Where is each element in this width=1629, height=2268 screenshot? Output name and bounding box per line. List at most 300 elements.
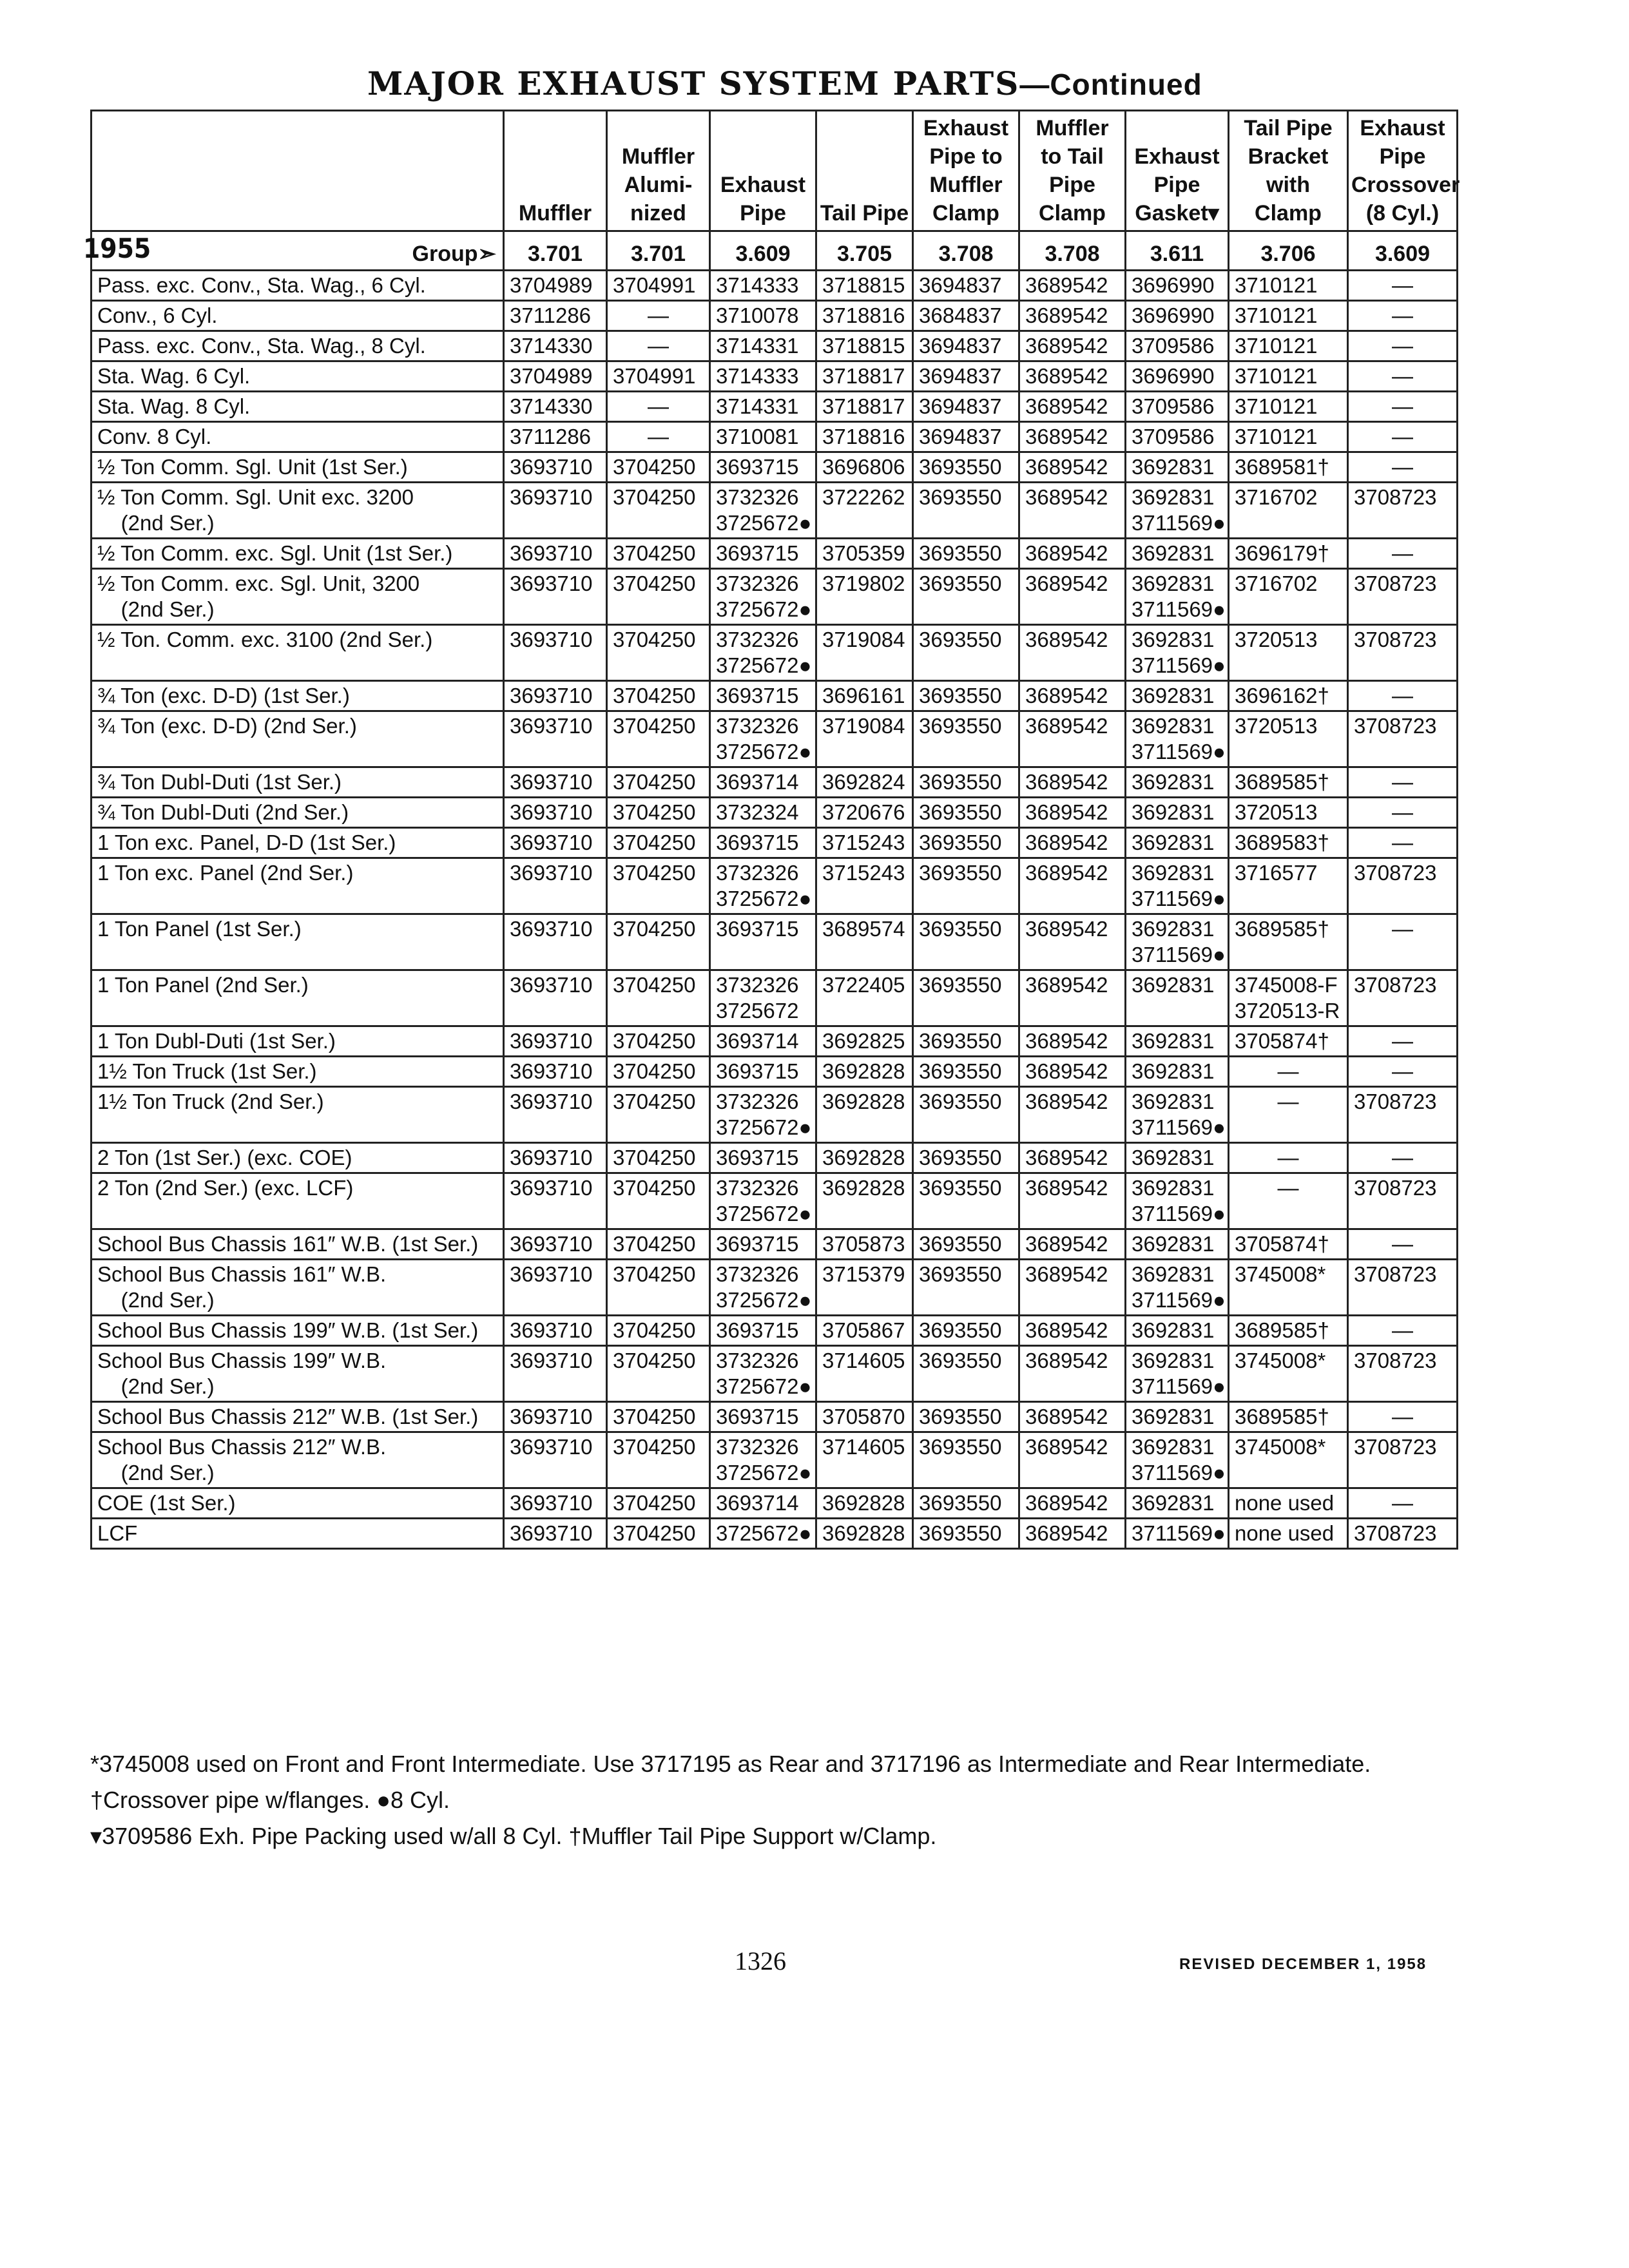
- part-number-cell: 3692828: [816, 1143, 913, 1173]
- table-row: [92, 828, 1458, 858]
- footnote: *3745008 used on Front and Front Intermediate. Use 3717195 as Rear and 3717196 as Intermediate and Rear Intermediate.: [90, 1751, 1371, 1777]
- part-number-cell: 3693550: [913, 858, 1019, 914]
- part-number-cell: 3696806: [816, 452, 913, 483]
- group-number: 3.609: [710, 231, 816, 271]
- table-row: [92, 1432, 1458, 1488]
- part-number-cell: 3692831 3711569●: [1126, 483, 1229, 539]
- row-description: COE (1st Ser.): [92, 1488, 504, 1519]
- row-description: Pass. exc. Conv., Sta. Wag., 8 Cyl.: [92, 331, 504, 361]
- part-number-cell: 3689542: [1019, 1488, 1126, 1519]
- part-number-cell: 3692828: [816, 1173, 913, 1229]
- part-number-cell: 3693710: [504, 1026, 607, 1057]
- part-number-cell: 3689542: [1019, 681, 1126, 711]
- part-number-cell: 3689542: [1019, 569, 1126, 625]
- row-description: Pass. exc. Conv., Sta. Wag., 6 Cyl.: [92, 271, 504, 301]
- part-number-cell: none used: [1229, 1488, 1348, 1519]
- part-number-cell: 3693550: [913, 625, 1019, 681]
- group-number: 3.708: [1019, 231, 1126, 271]
- row-description: School Bus Chassis 199″ W.B. (1st Ser.): [92, 1316, 504, 1346]
- row-description: 1 Ton exc. Panel, D-D (1st Ser.): [92, 828, 504, 858]
- part-number-cell: 3708723: [1348, 711, 1458, 767]
- column-header: Exhaust Pipe Gasket▾: [1126, 111, 1229, 231]
- table-row: [92, 1229, 1458, 1260]
- part-number-cell: 3696990: [1126, 361, 1229, 392]
- part-number-cell: 3704250: [607, 1346, 710, 1402]
- part-number-cell: 3732326 3725672●: [710, 858, 816, 914]
- part-number-cell: —: [1348, 914, 1458, 970]
- part-number-cell: 3710121: [1229, 392, 1348, 422]
- part-number-cell: 3708723: [1348, 625, 1458, 681]
- part-number-cell: 3684837: [913, 301, 1019, 331]
- part-number-cell: 3693710: [504, 798, 607, 828]
- part-number-cell: 3692831 3711569●: [1126, 1173, 1229, 1229]
- part-number-cell: 3693710: [504, 1229, 607, 1260]
- row-description: 1½ Ton Truck (1st Ser.): [92, 1057, 504, 1087]
- row-description: Sta. Wag. 8 Cyl.: [92, 392, 504, 422]
- year-group-cell: [83, 231, 504, 271]
- part-number-cell: 3732326 3725672●: [710, 569, 816, 625]
- footnotes: [90, 1746, 1371, 1854]
- part-number-cell: 3732326 3725672●: [710, 1260, 816, 1316]
- part-number-cell: 3704250: [607, 828, 710, 858]
- part-number-cell: 3693710: [504, 1432, 607, 1488]
- part-number-cell: 3693715: [710, 828, 816, 858]
- part-number-cell: 3704250: [607, 1057, 710, 1087]
- part-number-cell: 3693710: [504, 1519, 607, 1549]
- part-number-cell: 3693714: [710, 1026, 816, 1057]
- part-number-cell: 3704250: [607, 1087, 710, 1143]
- part-number-cell: 3694837: [913, 271, 1019, 301]
- column-header: Exhaust Pipe to Muffler Clamp: [913, 111, 1019, 231]
- part-number-cell: 3692831: [1126, 452, 1229, 483]
- part-number-cell: 3692831: [1126, 1026, 1229, 1057]
- part-number-cell: 3693550: [913, 1488, 1019, 1519]
- row-description: School Bus Chassis 161″ W.B. (2nd Ser.): [92, 1260, 504, 1316]
- part-number-cell: 3716702: [1229, 483, 1348, 539]
- part-number-cell: 3692831 3711569●: [1126, 625, 1229, 681]
- part-number-cell: 3705359: [816, 539, 913, 569]
- part-number-cell: 3704250: [607, 483, 710, 539]
- part-number-cell: 3704250: [607, 569, 710, 625]
- row-description: ¾ Ton (exc. D-D) (2nd Ser.): [92, 711, 504, 767]
- row-description: ½ Ton Comm. Sgl. Unit (1st Ser.): [92, 452, 504, 483]
- part-number-cell: 3693550: [913, 1432, 1019, 1488]
- part-number-cell: 3689542: [1019, 1173, 1126, 1229]
- part-number-cell: 3689542: [1019, 1057, 1126, 1087]
- part-number-cell: 3689574: [816, 914, 913, 970]
- row-description: School Bus Chassis 212″ W.B. (1st Ser.): [92, 1402, 504, 1432]
- table-row: [92, 625, 1458, 681]
- part-number-cell: 3708723: [1348, 1173, 1458, 1229]
- part-number-cell: 3710078: [710, 301, 816, 331]
- part-number-cell: 3692831 3711569●: [1126, 1087, 1229, 1143]
- part-number-cell: —: [1348, 539, 1458, 569]
- part-number-cell: 3719802: [816, 569, 913, 625]
- part-number-cell: 3692831: [1126, 681, 1229, 711]
- part-number-cell: 3693710: [504, 1087, 607, 1143]
- part-number-cell: —: [1348, 681, 1458, 711]
- part-number-cell: 3708723: [1348, 970, 1458, 1026]
- part-number-cell: 3704250: [607, 1026, 710, 1057]
- part-number-cell: —: [1348, 828, 1458, 858]
- part-number-cell: 3693710: [504, 858, 607, 914]
- part-number-cell: 3689581†: [1229, 452, 1348, 483]
- part-number-cell: —: [1229, 1057, 1348, 1087]
- part-number-cell: 3693710: [504, 1260, 607, 1316]
- part-number-cell: 3693715: [710, 914, 816, 970]
- part-number-cell: 3693715: [710, 681, 816, 711]
- part-number-cell: 3714331: [710, 331, 816, 361]
- row-description: School Bus Chassis 212″ W.B. (2nd Ser.): [92, 1432, 504, 1488]
- part-number-cell: 3715379: [816, 1260, 913, 1316]
- part-number-cell: 3725672●: [710, 1519, 816, 1549]
- part-number-cell: 3689542: [1019, 1087, 1126, 1143]
- part-number-cell: 3692831: [1126, 828, 1229, 858]
- table-row: [92, 1402, 1458, 1432]
- part-number-cell: 3745008*: [1229, 1260, 1348, 1316]
- row-description: LCF: [92, 1519, 504, 1549]
- row-description: ¾ Ton Dubl-Duti (1st Ser.): [92, 767, 504, 798]
- title-text: MAJOR EXHAUST SYSTEM PARTS: [367, 64, 1020, 102]
- table-row: [92, 271, 1458, 301]
- part-number-cell: 3693714: [710, 767, 816, 798]
- part-number-cell: 3689542: [1019, 1402, 1126, 1432]
- part-number-cell: 3689542: [1019, 1260, 1126, 1316]
- part-number-cell: 3693550: [913, 1173, 1019, 1229]
- part-number-cell: 3722262: [816, 483, 913, 539]
- part-number-cell: 3704989: [504, 271, 607, 301]
- part-number-cell: 3689542: [1019, 422, 1126, 452]
- part-number-cell: 3710121: [1229, 361, 1348, 392]
- row-description: School Bus Chassis 161″ W.B. (1st Ser.): [92, 1229, 504, 1260]
- part-number-cell: 3693710: [504, 1402, 607, 1432]
- part-number-cell: 3689542: [1019, 1026, 1126, 1057]
- row-description: ¾ Ton (exc. D-D) (1st Ser.): [92, 681, 504, 711]
- part-number-cell: 3720513: [1229, 798, 1348, 828]
- part-number-cell: 3704250: [607, 1402, 710, 1432]
- part-number-cell: 3692828: [816, 1488, 913, 1519]
- part-number-cell: 3711569●: [1126, 1519, 1229, 1549]
- table-row: [92, 767, 1458, 798]
- table-row: [92, 1260, 1458, 1316]
- part-number-cell: 3693550: [913, 798, 1019, 828]
- part-number-cell: 3693710: [504, 625, 607, 681]
- part-number-cell: 3710121: [1229, 301, 1348, 331]
- column-header: Muffler: [504, 111, 607, 231]
- part-number-cell: 3689542: [1019, 483, 1126, 539]
- part-number-cell: 3693550: [913, 1260, 1019, 1316]
- part-number-cell: 3692831: [1126, 539, 1229, 569]
- part-number-cell: 3693710: [504, 828, 607, 858]
- row-description: 2 Ton (2nd Ser.) (exc. LCF): [92, 1173, 504, 1229]
- footnote: †Crossover pipe w/flanges. ●8 Cyl.: [90, 1787, 450, 1813]
- part-number-cell: 3732326 3725672●: [710, 1087, 816, 1143]
- table-row: [92, 331, 1458, 361]
- part-number-cell: 3710121: [1229, 422, 1348, 452]
- part-number-cell: —: [1348, 452, 1458, 483]
- part-number-cell: 3704250: [607, 1488, 710, 1519]
- part-number-cell: 3696179†: [1229, 539, 1348, 569]
- footnote: ▾3709586 Exh. Pipe Packing used w/all 8 Cyl. †Muffler Tail Pipe Support w/Clamp.: [90, 1823, 937, 1849]
- part-number-cell: 3710121: [1229, 271, 1348, 301]
- part-number-cell: 3708723: [1348, 483, 1458, 539]
- table-row: [92, 452, 1458, 483]
- part-number-cell: 3714333: [710, 271, 816, 301]
- part-number-cell: 3689542: [1019, 392, 1126, 422]
- part-number-cell: —: [1348, 1402, 1458, 1432]
- part-number-cell: 3696990: [1126, 301, 1229, 331]
- part-number-cell: 3693550: [913, 1519, 1019, 1549]
- part-number-cell: 3693550: [913, 1402, 1019, 1432]
- part-number-cell: 3692831 3711569●: [1126, 569, 1229, 625]
- part-number-cell: 3696161: [816, 681, 913, 711]
- part-number-cell: 3692831 3711569●: [1126, 711, 1229, 767]
- part-number-cell: 3704250: [607, 970, 710, 1026]
- part-number-cell: 3711286: [504, 301, 607, 331]
- part-number-cell: 3693550: [913, 1143, 1019, 1173]
- group-label: Group➣: [412, 242, 496, 266]
- part-number-cell: 3732326 3725672●: [710, 1432, 816, 1488]
- part-number-cell: 3704250: [607, 539, 710, 569]
- part-number-cell: none used: [1229, 1519, 1348, 1549]
- part-number-cell: 3709586: [1126, 331, 1229, 361]
- header-row: [92, 111, 1458, 231]
- part-number-cell: 3704991: [607, 271, 710, 301]
- title-suffix: —Continued: [1019, 68, 1202, 101]
- part-number-cell: 3732326 3725672●: [710, 1346, 816, 1402]
- part-number-cell: 3704250: [607, 1143, 710, 1173]
- table-row: [92, 970, 1458, 1026]
- part-number-cell: 3689585†: [1229, 1402, 1348, 1432]
- part-number-cell: 3704250: [607, 858, 710, 914]
- part-number-cell: 3689542: [1019, 970, 1126, 1026]
- part-number-cell: 3693715: [710, 1057, 816, 1087]
- part-number-cell: 3689585†: [1229, 1316, 1348, 1346]
- part-number-cell: 3689542: [1019, 1229, 1126, 1260]
- table-row: [92, 798, 1458, 828]
- page-number: 1326: [735, 1946, 786, 1975]
- row-description: ½ Ton Comm. exc. Sgl. Unit (1st Ser.): [92, 539, 504, 569]
- part-number-cell: 3714333: [710, 361, 816, 392]
- part-number-cell: 3689542: [1019, 301, 1126, 331]
- row-description: 1 Ton exc. Panel (2nd Ser.): [92, 858, 504, 914]
- part-number-cell: 3732324: [710, 798, 816, 828]
- part-number-cell: 3704989: [504, 361, 607, 392]
- part-number-cell: 3704250: [607, 798, 710, 828]
- row-description: 1 Ton Panel (1st Ser.): [92, 914, 504, 970]
- part-number-cell: —: [1348, 1057, 1458, 1087]
- part-number-cell: 3732326 3725672: [710, 970, 816, 1026]
- group-number: 3.701: [504, 231, 607, 271]
- part-number-cell: 3745008*: [1229, 1346, 1348, 1402]
- part-number-cell: 3693710: [504, 914, 607, 970]
- part-number-cell: 3693715: [710, 1402, 816, 1432]
- table-row: [92, 1316, 1458, 1346]
- group-number: 3.708: [913, 231, 1019, 271]
- part-number-cell: —: [1229, 1143, 1348, 1173]
- row-description: 1 Ton Dubl-Duti (1st Ser.): [92, 1026, 504, 1057]
- part-number-cell: 3694837: [913, 422, 1019, 452]
- part-number-cell: 3693715: [710, 1316, 816, 1346]
- parts-table: [83, 110, 1460, 1550]
- part-number-cell: 3696162†: [1229, 681, 1348, 711]
- part-number-cell: 3689542: [1019, 914, 1126, 970]
- part-number-cell: 3689542: [1019, 625, 1126, 681]
- part-number-cell: —: [1348, 798, 1458, 828]
- part-number-cell: 3714331: [710, 392, 816, 422]
- part-number-cell: —: [607, 301, 710, 331]
- part-number-cell: 3689542: [1019, 767, 1126, 798]
- part-number-cell: —: [1348, 392, 1458, 422]
- part-number-cell: 3708723: [1348, 1432, 1458, 1488]
- table-row: [92, 569, 1458, 625]
- table-row: [92, 1143, 1458, 1173]
- part-number-cell: 3693710: [504, 1143, 607, 1173]
- part-number-cell: 3704991: [607, 361, 710, 392]
- part-number-cell: 3693715: [710, 1143, 816, 1173]
- part-number-cell: 3693710: [504, 1057, 607, 1087]
- table-row: [92, 914, 1458, 970]
- column-header: Exhaust Pipe Crossover (8 Cyl.): [1348, 111, 1458, 231]
- part-number-cell: 3704250: [607, 452, 710, 483]
- part-number-cell: —: [1348, 767, 1458, 798]
- revised-date: REVISED DECEMBER 1, 1958: [1179, 1956, 1427, 1973]
- part-number-cell: 3693550: [913, 1026, 1019, 1057]
- part-number-cell: 3732326 3725672●: [710, 625, 816, 681]
- part-number-cell: —: [1229, 1087, 1348, 1143]
- part-number-cell: 3720513: [1229, 625, 1348, 681]
- part-number-cell: 3709586: [1126, 392, 1229, 422]
- part-number-cell: 3722405: [816, 970, 913, 1026]
- part-number-cell: 3704250: [607, 914, 710, 970]
- row-description: 1 Ton Panel (2nd Ser.): [92, 970, 504, 1026]
- part-number-cell: 3704250: [607, 1519, 710, 1549]
- row-description: School Bus Chassis 199″ W.B. (2nd Ser.): [92, 1346, 504, 1402]
- part-number-cell: 3732326 3725672●: [710, 711, 816, 767]
- part-number-cell: 3693710: [504, 1316, 607, 1346]
- table-row: [92, 858, 1458, 914]
- part-number-cell: 3692831: [1126, 1229, 1229, 1260]
- part-number-cell: 3689583†: [1229, 828, 1348, 858]
- part-number-cell: 3718816: [816, 301, 913, 331]
- part-number-cell: 3704250: [607, 1432, 710, 1488]
- row-description: 2 Ton (1st Ser.) (exc. COE): [92, 1143, 504, 1173]
- part-number-cell: 3718817: [816, 361, 913, 392]
- table-row: [92, 422, 1458, 452]
- part-number-cell: 3704250: [607, 1229, 710, 1260]
- part-number-cell: 3708723: [1348, 1519, 1458, 1549]
- table-row: [92, 1087, 1458, 1143]
- part-number-cell: —: [1348, 331, 1458, 361]
- part-number-cell: 3693710: [504, 483, 607, 539]
- part-number-cell: 3693550: [913, 1057, 1019, 1087]
- table-row: [92, 711, 1458, 767]
- part-number-cell: 3693710: [504, 539, 607, 569]
- part-number-cell: 3693550: [913, 1087, 1019, 1143]
- part-number-cell: 3692831: [1126, 798, 1229, 828]
- table-row: [92, 1346, 1458, 1402]
- part-number-cell: 3704250: [607, 767, 710, 798]
- part-number-cell: 3692824: [816, 767, 913, 798]
- part-number-cell: 3718815: [816, 331, 913, 361]
- column-header: Muffler Alumi- nized: [607, 111, 710, 231]
- part-number-cell: 3720676: [816, 798, 913, 828]
- part-number-cell: 3718817: [816, 392, 913, 422]
- part-number-cell: 3694837: [913, 331, 1019, 361]
- part-number-cell: 3693710: [504, 970, 607, 1026]
- row-description: ¾ Ton Dubl-Duti (2nd Ser.): [92, 798, 504, 828]
- part-number-cell: 3692831: [1126, 1402, 1229, 1432]
- part-number-cell: 3689585†: [1229, 767, 1348, 798]
- table-row: [92, 1488, 1458, 1519]
- part-number-cell: 3692831 3711569●: [1126, 1346, 1229, 1402]
- part-number-cell: 3692831 3711569●: [1126, 858, 1229, 914]
- part-number-cell: 3689542: [1019, 361, 1126, 392]
- part-number-cell: 3693715: [710, 539, 816, 569]
- table-row: [92, 301, 1458, 331]
- part-number-cell: 3693710: [504, 711, 607, 767]
- part-number-cell: 3705870: [816, 1402, 913, 1432]
- header-blank: [92, 111, 504, 231]
- table-row: [92, 361, 1458, 392]
- group-number: 3.609: [1348, 231, 1458, 271]
- group-row: [92, 231, 1458, 271]
- part-number-cell: 3705874†: [1229, 1229, 1348, 1260]
- part-number-cell: 3689542: [1019, 798, 1126, 828]
- part-number-cell: —: [607, 331, 710, 361]
- part-number-cell: —: [1348, 1229, 1458, 1260]
- part-number-cell: 3693550: [913, 1229, 1019, 1260]
- row-description: Conv., 6 Cyl.: [92, 301, 504, 331]
- part-number-cell: 3689542: [1019, 1316, 1126, 1346]
- part-number-cell: 3689542: [1019, 1346, 1126, 1402]
- part-number-cell: —: [1348, 361, 1458, 392]
- table-row: [92, 1519, 1458, 1549]
- part-number-cell: 3709586: [1126, 422, 1229, 452]
- part-number-cell: 3715243: [816, 858, 913, 914]
- part-number-cell: 3704250: [607, 711, 710, 767]
- part-number-cell: —: [1348, 301, 1458, 331]
- column-header: Muffler to Tail Pipe Clamp: [1019, 111, 1126, 231]
- part-number-cell: 3692831: [1126, 1316, 1229, 1346]
- part-number-cell: 3689542: [1019, 711, 1126, 767]
- part-number-cell: 3704250: [607, 1316, 710, 1346]
- part-number-cell: 3704250: [607, 1173, 710, 1229]
- part-number-cell: —: [1348, 1316, 1458, 1346]
- part-number-cell: 3708723: [1348, 1346, 1458, 1402]
- part-number-cell: 3693550: [913, 1316, 1019, 1346]
- row-description: ½ Ton Comm. exc. Sgl. Unit, 3200 (2nd Ser.): [92, 569, 504, 625]
- part-number-cell: 3714330: [504, 392, 607, 422]
- part-number-cell: 3689542: [1019, 1519, 1126, 1549]
- part-number-cell: 3689542: [1019, 452, 1126, 483]
- row-description: ½ Ton. Comm. exc. 3100 (2nd Ser.): [92, 625, 504, 681]
- part-number-cell: 3693550: [913, 483, 1019, 539]
- part-number-cell: 3716577: [1229, 858, 1348, 914]
- part-number-cell: 3692825: [816, 1026, 913, 1057]
- part-number-cell: 3693550: [913, 681, 1019, 711]
- part-number-cell: 3716702: [1229, 569, 1348, 625]
- part-number-cell: 3694837: [913, 392, 1019, 422]
- part-number-cell: 3708723: [1348, 858, 1458, 914]
- part-number-cell: 3692828: [816, 1057, 913, 1087]
- part-number-cell: 3693550: [913, 767, 1019, 798]
- part-number-cell: 3689542: [1019, 1143, 1126, 1173]
- part-number-cell: 3693550: [913, 828, 1019, 858]
- part-number-cell: —: [1348, 1488, 1458, 1519]
- column-header: Exhaust Pipe: [710, 111, 816, 231]
- part-number-cell: 3693715: [710, 452, 816, 483]
